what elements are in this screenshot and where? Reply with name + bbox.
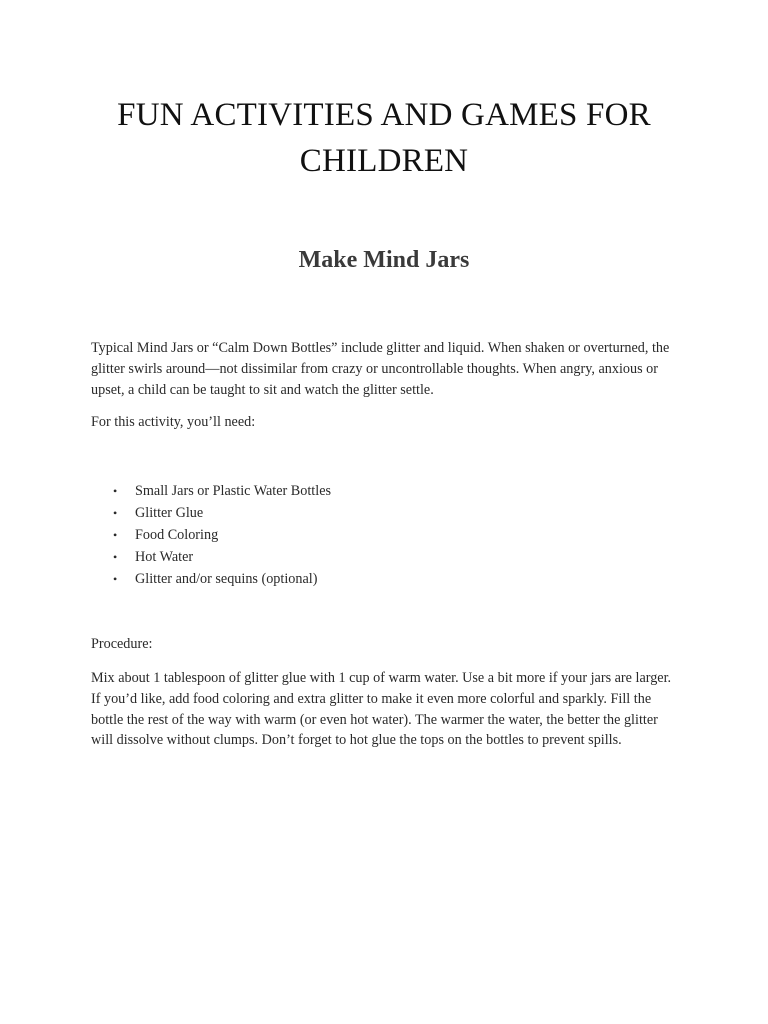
section-heading: Make Mind Jars [298,247,470,273]
supplies-list [91,480,651,590]
bullet-icon: • [113,550,118,564]
procedure-paragraph: Mix about 1 tablespoon of glitter glue with 1 cup of warm water. Use a bit more if your jars are larger. If you’d like, add food coloring and extra glitter to make it even more colorful and sparkly. Fill the bottle the rest of the way with warm (or even hot water). The warmer the water, the better the glitter will dissolve without clumps. Don’t forget to hot glue the tops on the bottles to prevent spills. [91,670,672,749]
supply-label: Small Jars or Plastic Water Bottles [135,483,332,499]
bullet-icon: • [113,572,118,586]
supplies-intro-text: For this activity, you’ll need: [91,414,256,430]
page-title-line-2: CHILDREN [299,143,469,179]
intro-paragraph: Typical Mind Jars or “Calm Down Bottles” include glitter and liquid. When shaken or overturned, the glitter swirls around—not dissimilar from crazy or uncontrollable thoughts. When angry, anxious or upset, a child can be taught to sit and watch the glitter settle. [91,340,670,398]
procedure-label: Procedure: [91,636,153,652]
supply-label: Hot Water [135,549,194,565]
bullet-icon: • [113,484,118,498]
page-title [60,92,708,184]
supplies-list-item [91,546,651,568]
supplies-list-item [91,568,651,590]
supplies-list-item [91,502,651,524]
page-title-line-1: FUN ACTIVITIES AND GAMES FOR [117,97,651,133]
bullet-icon: • [113,506,118,520]
supply-label: Food Coloring [135,527,219,543]
supply-label: Glitter and/or sequins (optional) [135,571,318,587]
supply-label: Glitter Glue [135,505,204,521]
supplies-list-item [91,524,651,546]
supplies-list-item [91,480,651,502]
bullet-icon: • [113,528,118,542]
